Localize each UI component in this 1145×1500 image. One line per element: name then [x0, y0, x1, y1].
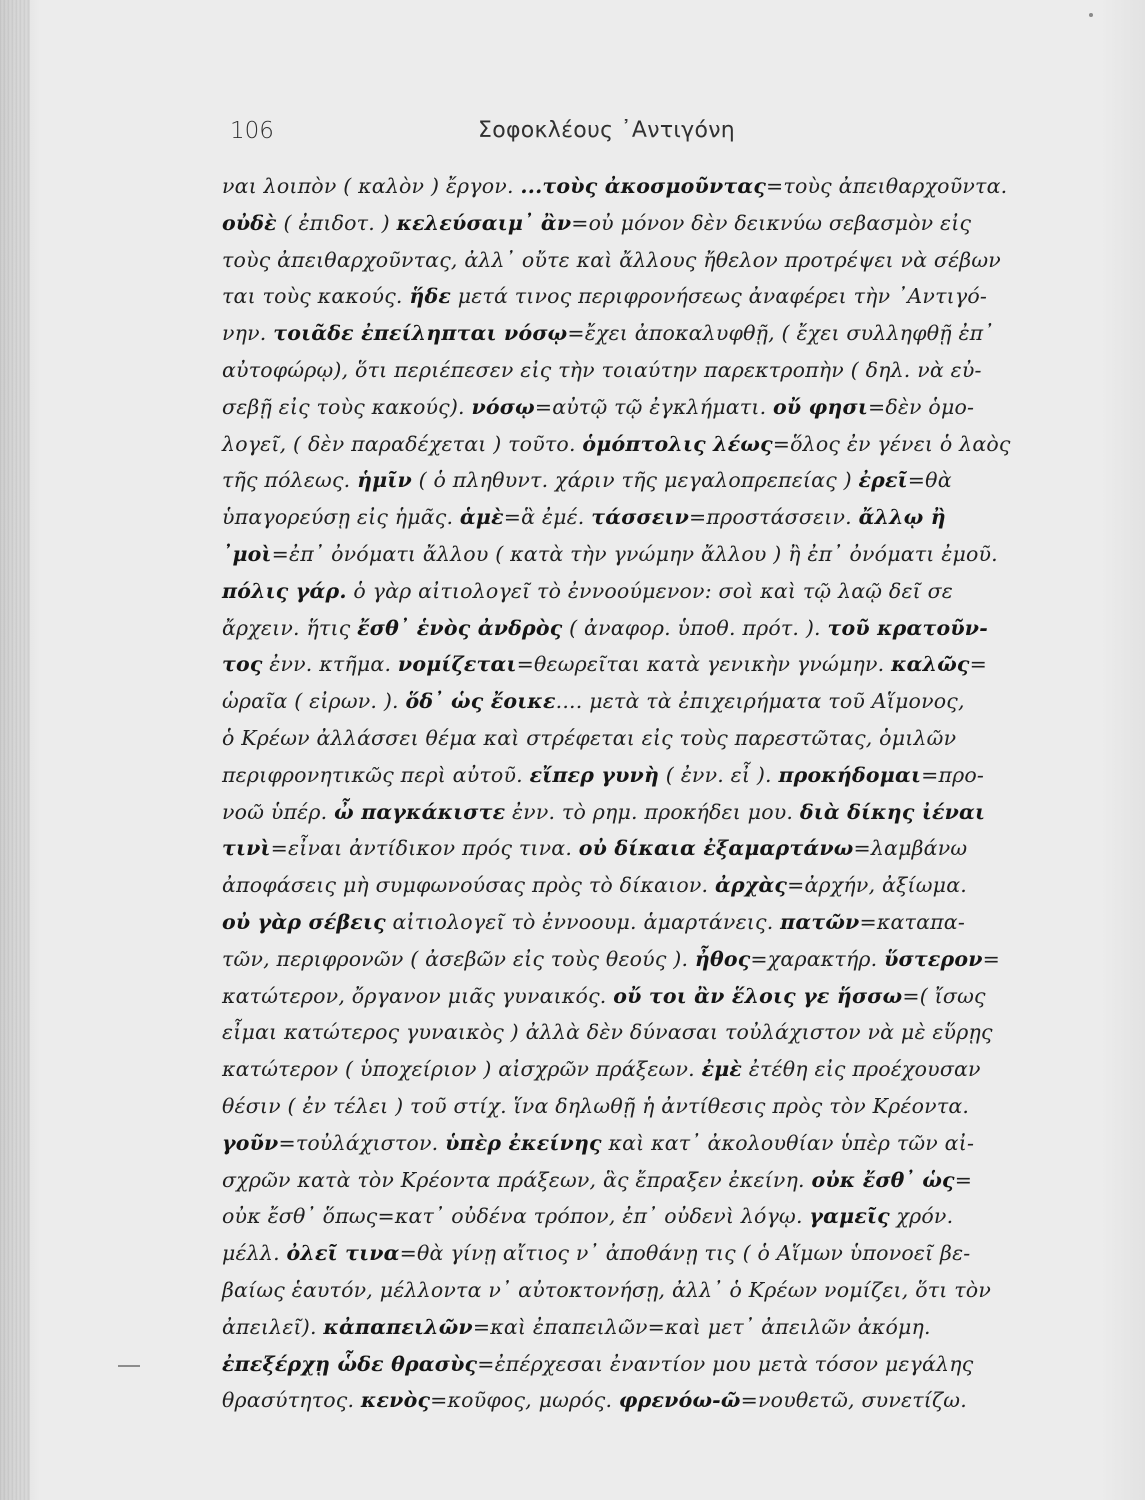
gloss: βαίως ἑαυτόν, μέλλοντα ν᾽ αὐτοκτονήσῃ, ἀλλ᾽ ὁ Κρέων νομίζει, ὅτι τὸν: [222, 1277, 991, 1302]
lemma: ἄλλῳ ἢ: [858, 505, 946, 530]
text-line: [222, 1088, 1122, 1125]
gloss: ται τοὺς κακούς.: [222, 284, 410, 309]
lemma: ...τοὺς ἀκοσμοῦντας: [520, 174, 767, 198]
gloss: χρόν.: [889, 1204, 954, 1229]
lemma: οὔ φησι: [773, 394, 868, 419]
text-line: [222, 205, 1122, 242]
text-line: [222, 830, 1122, 867]
lemma: γαμεῖς: [809, 1204, 890, 1229]
gloss: ἐνν. τὸ ρημ. προκήδει μου.: [505, 799, 800, 824]
text-line: [222, 1382, 1122, 1419]
text-line: [222, 978, 1122, 1015]
lemma: νομίζεται: [397, 652, 517, 677]
lemma: γοῦν: [222, 1130, 279, 1155]
gloss: ( ἐνν. εἶ ).: [659, 762, 779, 787]
gloss: κατώτερον ( ὑποχείριον ) αἰσχρῶν πράξεων.: [222, 1057, 702, 1082]
text-line: [222, 794, 1122, 831]
text-line: [222, 1162, 1122, 1199]
lemma: τοῦ κρατοῦν-: [827, 615, 988, 640]
binding-edge: [0, 0, 30, 1500]
text-line: [222, 315, 1122, 352]
text-line: [222, 720, 1122, 757]
lemma: ἁμὲ: [459, 505, 504, 530]
text-line: [222, 1346, 1122, 1383]
gloss: =ὅλος ἐν γένει ὁ λαὸς: [772, 431, 1011, 456]
text-line: [222, 1235, 1122, 1272]
text-line: [222, 610, 1122, 647]
gloss: ἀπειλεῖ).: [222, 1314, 324, 1339]
text-line: [222, 1125, 1122, 1162]
lemma: πόλις γάρ.: [222, 578, 347, 603]
text-line: [222, 1051, 1122, 1088]
lemma: προκήδομαι: [778, 762, 922, 787]
gloss: ἀποφάσεις μὴ συμφωνούσας πρὸς τὸ δίκαιον.: [222, 873, 715, 898]
gloss: τῆς πόλεως.: [222, 468, 358, 493]
gloss: σεβῇ εἰς τοὺς κακούς).: [222, 394, 472, 419]
gloss: =νουθετῶ, συνετίζω.: [740, 1388, 967, 1413]
lemma: τοιᾶδε ἐπείληπται νόσῳ: [273, 321, 568, 346]
gloss: οὐκ ἔσθ᾽ ὅπως=κατ᾽ οὐδένα τρόπον, ἐπ᾽ οὐδενὶ λόγῳ.: [222, 1204, 810, 1229]
gloss: =τοὺς ἀπειθαρχοῦντα.: [766, 174, 1008, 198]
gloss: =λαμβάνω: [853, 836, 968, 861]
gloss: ἐνν. κτῆμα.: [262, 652, 398, 677]
lemma: ἔσθ᾽ ἑνὸς ἀνδρὸς: [357, 615, 563, 640]
gloss: ( ἀναφορ. ὑποθ. πρότ. ).: [562, 615, 828, 640]
gloss: =θὰ γίνῃ αἴτιος ν᾽ ἀποθάνῃ τις ( ὁ Αἵμων ὑπονοεῖ βε-: [399, 1241, 971, 1266]
gloss: ὡραῖα ( εἰρων. ).: [222, 689, 406, 714]
gloss: =κοῦφος, μωρός.: [430, 1388, 619, 1413]
gloss: =ἐπ᾽ ὀνόματι ἄλλου ( κατὰ τὴν γνώμην ἄλλου ) ἢ ἐπ᾽ ὀνόματι ἐμοῦ.: [271, 541, 998, 566]
lemma: ὀλεῖ τινα: [286, 1241, 400, 1266]
text-line: [222, 941, 1122, 978]
lemma: ἐρεῖ: [858, 468, 908, 493]
gloss: μέλλ.: [222, 1241, 287, 1266]
lemma: ὦ παγκάκιστε: [334, 799, 506, 824]
gloss: τοὺς ἀπειθαρχοῦντας, ἀλλ᾽ οὔτε καὶ ἄλλους ἤθελον προτρέψει νὰ σέβων: [222, 247, 1001, 272]
lemma: ὅδ᾽ ὡς ἔοικε: [405, 689, 556, 714]
gloss: λογεῖ, ( δὲν παραδέχεται ) τοῦτο.: [222, 431, 583, 456]
gloss: ὁ Κρέων ἀλλάσσει θέμα καὶ στρέφεται εἰς τοὺς παρεστῶτας, ὁμιλῶν: [222, 725, 957, 750]
lemma: ἡμῖν: [357, 468, 412, 493]
lemma: ὕστερον: [884, 946, 983, 971]
lemma: νόσῳ: [471, 394, 535, 419]
commentary-text: [222, 168, 1122, 1419]
lemma: οὐ δίκαια ἐξαμαρτάνω: [578, 836, 854, 861]
lemma: ἐπεξέρχῃ ὧδε θρασὺς: [222, 1351, 478, 1376]
lemma: φρενόω-ῶ: [618, 1388, 741, 1413]
text-line: [222, 646, 1122, 683]
lemma: ᾽μοὶ: [222, 541, 272, 566]
gloss: =εἶναι ἀντίδικον πρός τινα.: [270, 836, 579, 861]
gloss: ἐτέθη εἰς προέχουσαν: [742, 1057, 981, 1082]
text-line: [222, 536, 1122, 573]
gloss: =προ-: [921, 762, 985, 787]
text-line: [222, 462, 1122, 499]
lemma: ὑπὲρ ἐκείνης: [445, 1130, 602, 1155]
gloss: μετά τινος περιφρονήσεως ἀναφέρει τὴν ᾽Αντιγό-: [450, 284, 987, 309]
text-line: [222, 499, 1122, 536]
gloss: καὶ κατ᾽ ἀκολουθίαν ὑπὲρ τῶν αἰ-: [601, 1130, 975, 1155]
lemma: κἀπαπειλῶν: [323, 1314, 473, 1339]
text-line: [222, 1198, 1122, 1235]
lemma: ὁμόπτολις λέως: [582, 431, 773, 456]
lemma: κελεύσαιμ᾽ ἂν: [396, 210, 572, 235]
text-line: [222, 1272, 1122, 1309]
gloss: περιφρονητικῶς περὶ αὐτοῦ.: [222, 762, 530, 787]
gloss: =θὰ: [907, 468, 952, 493]
text-line: [222, 757, 1122, 794]
text-line: [222, 352, 1122, 389]
gloss: =: [969, 652, 987, 677]
page-header: [0, 118, 1145, 158]
gloss: αὐτοφώρῳ), ὅτι περιέπεσεν εἰς τὴν τοιαύτην παρεκτροπὴν ( δηλ. νὰ εὐ-: [222, 357, 982, 382]
gloss: =οὐ μόνον δὲν δεικνύω σεβασμὸν εἰς: [571, 210, 972, 235]
lemma: οὔ τοι ἂν ἕλοις γε ἥσσω: [613, 983, 903, 1008]
text-line: [222, 904, 1122, 941]
gloss: ( ἐπιδοτ. ): [276, 210, 397, 235]
margin-mark: [118, 1365, 140, 1367]
gloss: σχρῶν κατὰ τὸν Κρέοντα πράξεων, ἃς ἔπραξεν ἐκείνη.: [222, 1167, 812, 1192]
text-line: [222, 867, 1122, 904]
lemma: τάσσειν: [591, 505, 690, 530]
gloss: =ἐπέρχεσαι ἐναντίον μου μετὰ τόσον μεγάλης: [477, 1351, 974, 1376]
gloss: θέσιν ( ἐν τέλει ) τοῦ στίχ. ἵνα δηλωθῇ ἡ ἀντίθεσις πρὸς τὸν Κρέοντα.: [222, 1093, 970, 1118]
gloss: =τοὐλάχιστον.: [278, 1130, 446, 1155]
gloss: =ἔχει ἀποκαλυφθῇ, ( ἔχει συλληφθῇ ἐπ᾽: [567, 321, 994, 346]
gloss: .... μετὰ τὰ ἐπιχειρήματα τοῦ Αἵμονος,: [555, 689, 965, 714]
gloss: =θεωρεῖται κατὰ γενικὴν γνώμην.: [516, 652, 892, 677]
lemma: κενὸς: [360, 1388, 431, 1413]
running-title: Σοφοκλέους ᾽Αντιγόνη: [478, 118, 736, 143]
text-line: [222, 1014, 1122, 1051]
gloss: =( ἴσως: [902, 983, 986, 1008]
lemma: εἴπερ γυνὴ: [529, 762, 660, 787]
gloss: =προστάσσειν.: [689, 505, 859, 530]
lemma: τινὶ: [222, 836, 271, 861]
text-line: [222, 426, 1122, 463]
lemma: ἦθος: [694, 946, 751, 971]
gloss: ὑπαγορεύσῃ εἰς ἡμᾶς.: [222, 505, 460, 530]
text-line: [222, 683, 1122, 720]
gloss: αἰτιολογεῖ τὸ ἐννοουμ. ἁμαρτάνεις.: [385, 909, 781, 934]
lemma: τος: [222, 652, 263, 677]
lemma: καλῶς: [891, 652, 970, 677]
gloss: θρασύτητος.: [222, 1388, 361, 1413]
gloss: ( ὁ πληθυντ. χάριν τῆς μεγαλοπρεπείας ): [411, 468, 859, 493]
text-line: [222, 389, 1122, 426]
lemma: ἐμὲ: [701, 1057, 743, 1082]
gloss: =δὲν ὁμο-: [867, 394, 975, 419]
gloss: κατώτερον, ὄργανον μιᾶς γυναικός.: [222, 983, 614, 1008]
lemma: ἥδε: [409, 284, 451, 309]
gloss: =: [982, 946, 1001, 971]
lemma: πατῶν: [780, 909, 860, 934]
speck: [1089, 13, 1093, 17]
gloss: νοῶ ὑπέρ.: [222, 799, 335, 824]
page-number: 106: [230, 118, 274, 144]
gloss: =ἀρχήν, ἀξίωμα.: [787, 873, 967, 898]
gloss: =καταπα-: [859, 909, 965, 934]
gloss: =: [954, 1167, 973, 1192]
gloss: νην.: [222, 321, 274, 346]
gloss: =καὶ ἐπαπειλῶν=καὶ μετ᾽ ἀπειλῶν ἀκόμη.: [472, 1314, 931, 1339]
gloss: τῶν, περιφρονῶν ( ἀσεβῶν εἰς τοὺς θεούς ).: [222, 946, 695, 971]
lemma: ἀρχὰς: [714, 873, 788, 898]
gloss: =αὐτῷ τῷ ἐγκλήματι.: [534, 394, 774, 419]
lemma: οὐδὲ: [222, 210, 277, 235]
gloss: ναι λοιπὸν ( καλὸν ) ἔργον.: [222, 174, 521, 198]
text-line: [222, 278, 1122, 315]
text-line: [222, 573, 1122, 610]
lemma: οὐ γὰρ σέβεις: [222, 909, 386, 934]
lemma: διὰ δίκης ἰέναι: [799, 799, 986, 824]
gloss: εἶμαι κατώτερος γυναικὸς ) ἀλλὰ δὲν δύνασαι τοὐλάχιστον νὰ μὲ εὕρῃς: [222, 1020, 993, 1045]
text-line: [222, 168, 1122, 205]
text-line: [222, 242, 1122, 279]
lemma: οὐκ ἔσθ᾽ ὡς: [811, 1167, 955, 1192]
text-line: [222, 1309, 1122, 1346]
gloss: =ἃ ἐμέ.: [503, 505, 592, 530]
gloss: =χαρακτήρ.: [750, 946, 885, 971]
gloss: ἄρχειν. ἥτις: [222, 615, 358, 640]
gloss: ὁ γὰρ αἰτιολογεῖ τὸ ἐννοούμενον: σοὶ καὶ τῷ λαῷ δεῖ σε: [346, 578, 954, 603]
